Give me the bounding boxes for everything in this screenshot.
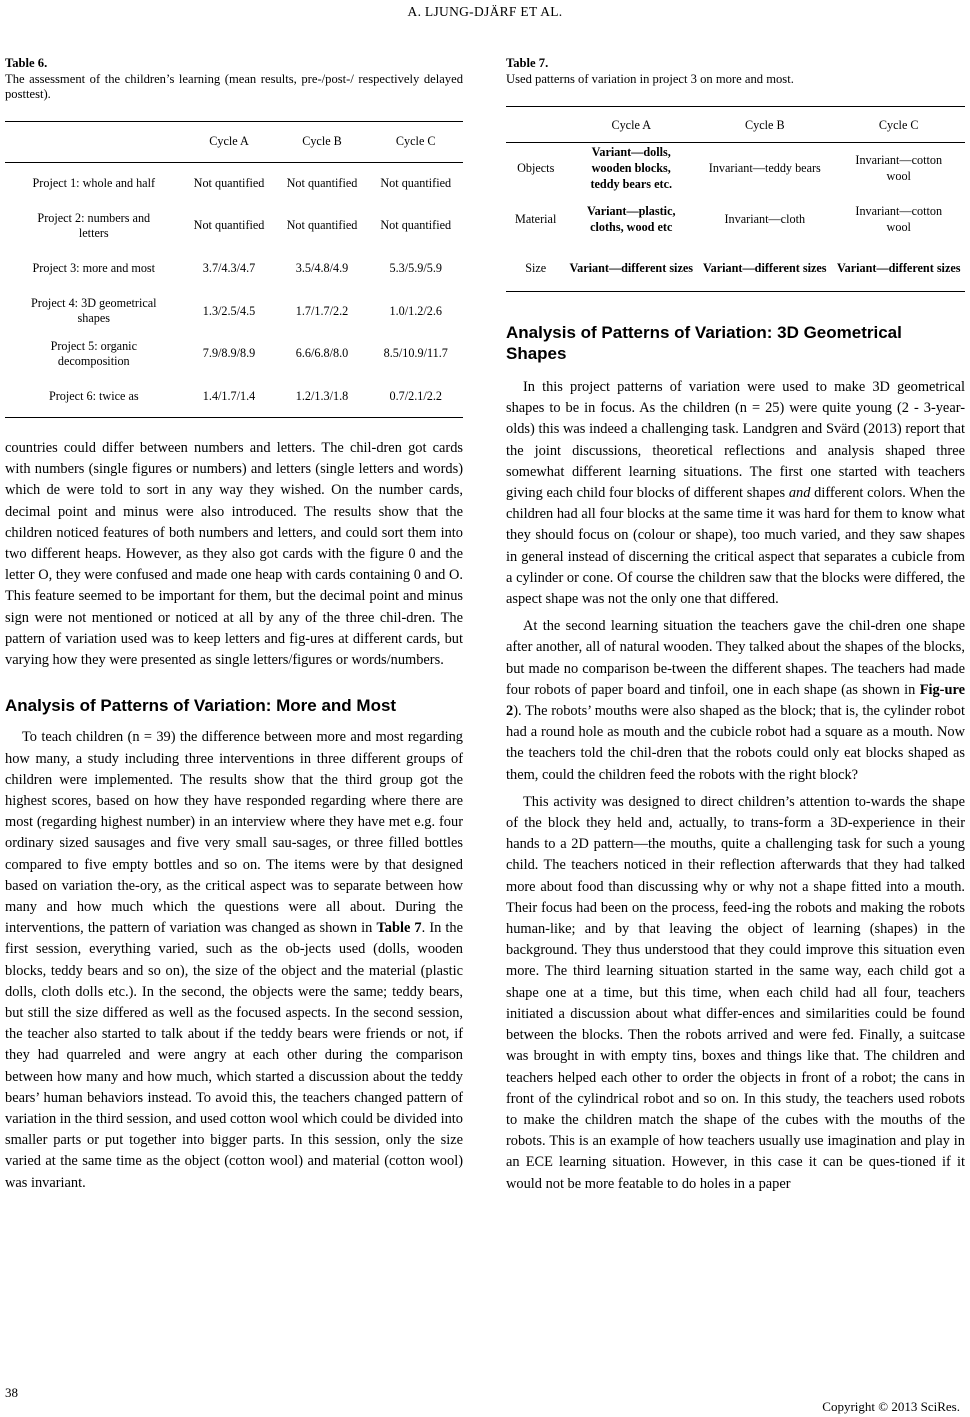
table7-caption bbox=[506, 56, 965, 87]
table6-header-cycle-c: Cycle C bbox=[395, 134, 436, 148]
cell-cycle-a: Not quantified bbox=[193, 218, 265, 233]
row-label: Project 5: organic decomposition bbox=[50, 338, 137, 368]
table6-header-cycle-b: Cycle B bbox=[302, 134, 342, 148]
row-label: Size bbox=[525, 260, 547, 275]
right-paragraph-2 bbox=[506, 616, 965, 786]
right-paragraph-2-part-a: At the second learning situation the teachers gave the chil-dren one shape after another, all of natural wooden. They talked about the shapes of the blocks, but made no comparison be-tween the different shapes. The teachers had made four robots of paper board and tinfoil, one in each shape (as shown in bbox=[506, 618, 965, 698]
left-paragraph-2-part-a: To teach children (n = 39) the difference between more and most regarding how many, a study including three interventions in three different groups of children were implemented. The results show that the third group got the highest scores, based on how they have responded regarding where there are most (regarding highest number) in an interview where they have met e.g. four ordinary sized sausages and five very small sau-sages, or three filled bottles compared to five empty bottles and so on. The items were by that designed based on variation the-ory, as the critical aspect was to separate between how many and how much which the questions were all about. During the interventions, the pattern of variation was changed as shown in bbox=[5, 729, 463, 937]
table7-header-row bbox=[506, 107, 965, 143]
table7-description: Used patterns of variation in project 3 on more and most. bbox=[506, 71, 794, 86]
table-row bbox=[5, 375, 463, 418]
page-number: 38 bbox=[5, 1385, 18, 1400]
cell-cycle-b: 3.5/4.8/4.9 bbox=[295, 260, 349, 275]
table-row bbox=[506, 245, 965, 292]
cell-cycle-a: Variant—different sizes bbox=[569, 260, 694, 275]
cell-cycle-c: Not quantified bbox=[380, 218, 452, 233]
right-paragraph-1 bbox=[506, 377, 965, 610]
table6 bbox=[5, 121, 463, 419]
cell-cycle-b: Invariant—cloth bbox=[724, 212, 806, 226]
cell-cycle-b: 1.7/1.7/2.2 bbox=[295, 303, 349, 318]
section-heading-3d-geometrical-shapes: Analysis of Patterns of Variation: 3D Geometrical Shapes bbox=[506, 323, 902, 363]
table-row bbox=[5, 205, 463, 248]
cell-cycle-c: 8.5/10.9/11.7 bbox=[383, 346, 448, 361]
cell-cycle-b: Invariant—teddy bears bbox=[708, 161, 821, 176]
cell-cycle-a: Not quantified bbox=[193, 176, 265, 191]
table7-header-cycle-c: Cycle C bbox=[878, 117, 919, 132]
cell-cycle-c: Not quantified bbox=[380, 176, 452, 191]
cell-cycle-c: Invariant—cotton wool bbox=[855, 153, 943, 184]
table-row bbox=[506, 194, 965, 245]
row-label: Project 6: twice as bbox=[48, 388, 139, 403]
right-column bbox=[506, 56, 965, 1195]
table7-header-cycle-a: Cycle A bbox=[611, 117, 652, 132]
cell-cycle-c: Variant—different sizes bbox=[836, 260, 961, 275]
cell-cycle-c: Invariant—cotton wool bbox=[855, 204, 943, 234]
cell-cycle-b: Variant—different sizes bbox=[702, 260, 827, 275]
table-row bbox=[5, 290, 463, 333]
left-paragraph-2-part-b: . In the first session, everything varied, such as the ob-jects used (dolls, wooden blocks, teddy bears and so on), the size of the object and the material (plastic dolls, cloth dolls etc.). In the second, the objects were the same; teddy bears, but still the size differed as well as the focused aspects. In the second session, the teacher also started to talk about if the teddy bears were friends or not, if they had quarreled and were angry at each other during the comparison between how many and how much, which started a discussion about the teddy bears’ human behaviors instead. To avoid this, the teachers changed pattern of variation in the third session, and used cotton wool which could be divided into smaller parts or put together into bigger parts. In this session, only the size varied at the same time as the object (cotton wool) and material (cotton wool) was invariant. bbox=[5, 920, 463, 1191]
table-row bbox=[506, 143, 965, 194]
table6-header-row bbox=[5, 121, 463, 162]
table7-reference: Table 7 bbox=[376, 920, 422, 937]
cell-cycle-a: Variant—dolls, wooden blocks, teddy bears etc. bbox=[590, 145, 673, 192]
figure2-reference: Fig-ure 2 bbox=[506, 681, 965, 720]
cell-cycle-b: 6.6/6.8/8.0 bbox=[295, 346, 349, 361]
cell-cycle-a: 7.9/8.9/8.9 bbox=[202, 346, 256, 361]
right-paragraph-1-part-a: In this project patterns of variation were used to make 3D geometrical shapes to be in focus. As the children (n = 25) were quite young (2 - 3-year-olds) this was indeed a challenging task. Landgren and Svärd (2013) report that the joint discussions, theoretical reflections and analysis shaped three somewhat different learning situations. The first one started with teachers giving each child four blocks of different shapes bbox=[506, 379, 965, 502]
cell-cycle-a: 3.7/4.3/4.7 bbox=[202, 260, 256, 275]
row-label: Project 1: whole and half bbox=[32, 176, 156, 191]
cell-cycle-c: 5.3/5.9/5.9 bbox=[389, 260, 442, 275]
cell-cycle-c: 0.7/2.1/2.2 bbox=[389, 388, 442, 403]
right-paragraph-1-part-b: different colors. When the children had all four blocks at the same time it was hard for them to know what they should focus on (colour or shape), too much varied, and they saw shapes in general instead of discerning the critical aspect that separates a cubicle from a cylinder or cone. Of course the children saw that the blocks were differed, the aspect shape was not the only one that differed. bbox=[506, 485, 965, 608]
left-paragraph-2 bbox=[5, 727, 463, 1193]
emphasis-and: and bbox=[788, 485, 811, 502]
right-paragraph-3: This activity was designed to direct children’s attention to-wards the shape of the block they held and, actually, to trans-form a 3D-experience in their hands to a 2D pattern—the mouths, quite a challenging task for such a young child. The teachers noticed in their reflection afterwards that they had talked more about food than discussing why or why not a shape fitted into a mouth. Their focus had been on the process, feed-ing the robots and making the robots human-like; and by that leaving the object of learning (shapes) in the background. They thus understood that they could improve this situation even more. The third learning situation started in the same way, each child got a shape one at a time, but this time, when each child had all four, teachers initiated a discussion about what differ-ences and similarities could be found between the blocks. Then the robots arrived and were fed. Finally, a suitcase was brought in with empty tins, boxes and things like that. The children and teachers helped each other to order the objects in front of a robot; the cans in front of the cylindrical robot and so on. In this study, the teachers used robots to make the children match the shape of the cubes with the mouths of the robots. This is an example of how teachers usually use imagination and play in an ECE learning situation. However, in this case it can be ques-tioned if it would not be more featable to do holes in a paper bbox=[506, 793, 965, 1192]
left-column bbox=[5, 56, 463, 1194]
running-head: A. LJUNG-DJÄRF ET AL. bbox=[407, 4, 563, 19]
table6-label: Table 6. bbox=[5, 56, 48, 70]
cell-cycle-a: Variant—plastic, cloths, wood etc bbox=[586, 204, 676, 234]
table6-description: The assessment of the children’s learning (mean results, pre-/post-/ respectively delayed posttest). bbox=[5, 71, 463, 101]
left-paragraph-1: countries could differ between numbers and letters. The chil-dren got cards with numbers (single figures or numbers) and letters (single letters and words) which de were told to sort in any way they wished. On the number cards, decimal point and minus were also introduced. The results show that the children noticed features of both numbers and letters, and could sort them into two different heaps. However, as they also got cards with the figure 0 and the letter O, they were confused and made one heap with cards containing 0 and O. This feature seemed to be important for them, but the decimal point and minus sign were not mentioned or noticed at all by any of the three chil-dren. The pattern of variation used was to keep letters and fig-ures at different cards, but varying how they were presented as single letters/figures or words/numbers. bbox=[5, 440, 463, 669]
table6-header-empty bbox=[5, 121, 183, 162]
table7-label: Table 7. bbox=[506, 56, 549, 70]
table7-header-cycle-b: Cycle B bbox=[744, 117, 785, 132]
table7-header-empty bbox=[506, 107, 565, 143]
table6-header-cycle-a: Cycle A bbox=[209, 134, 249, 148]
table-row bbox=[5, 247, 463, 290]
cell-cycle-b: Not quantified bbox=[286, 176, 358, 191]
table-row bbox=[5, 332, 463, 375]
table7 bbox=[506, 106, 965, 292]
row-label: Project 3: more and most bbox=[32, 260, 156, 275]
right-paragraph-2-part-b: ). The robots’ mouths were also shaped as the block; that is, the cylinder robot had a round hole as mouth and the cubicle robot had a square as a mouth. Now the teachers told the chil-dren that the robots could only eat blocks shaped as them, could the children feed the robots with the right block? bbox=[506, 703, 965, 783]
cell-cycle-b: Not quantified bbox=[286, 218, 358, 233]
row-label: Project 2: numbers and letters bbox=[37, 210, 151, 240]
cell-cycle-a: 1.3/2.5/4.5 bbox=[202, 303, 256, 318]
cell-cycle-a: 1.4/1.7/1.4 bbox=[202, 388, 256, 403]
row-label: Project 4: 3D geometrical shapes bbox=[31, 296, 157, 326]
row-label: Material bbox=[515, 212, 557, 226]
cell-cycle-b: 1.2/1.3/1.8 bbox=[295, 388, 349, 403]
table6-caption bbox=[5, 56, 463, 103]
cell-cycle-c: 1.0/1.2/2.6 bbox=[389, 303, 442, 318]
section-heading-more-and-most: Analysis of Patterns of Variation: More and Most bbox=[5, 696, 397, 716]
row-label: Objects bbox=[517, 161, 555, 176]
table-row bbox=[5, 162, 463, 205]
copyright-notice: Copyright © 2013 SciRes. bbox=[822, 1399, 960, 1414]
